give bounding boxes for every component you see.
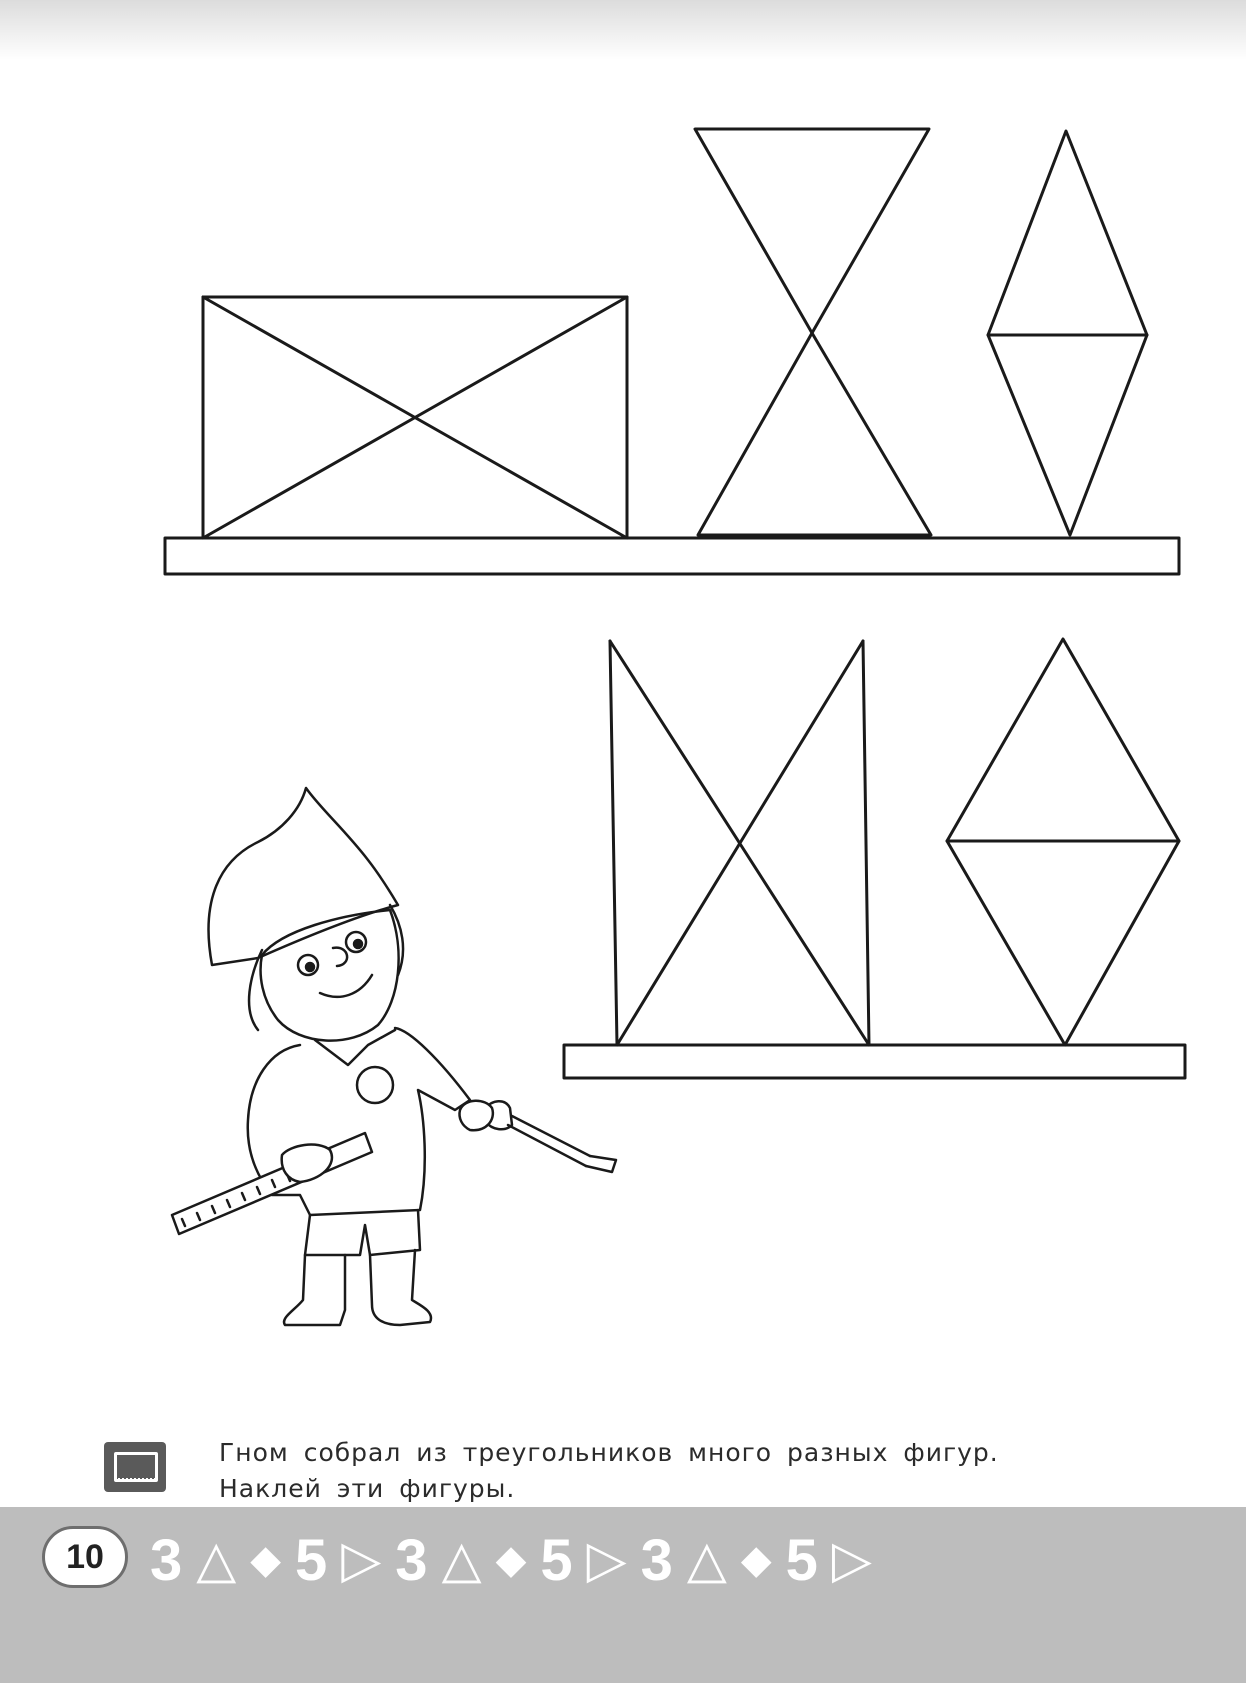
instruction-line-2: Наклей эти фигуры.	[219, 1474, 516, 1503]
gnome-face	[261, 910, 399, 1041]
gnome-hand-right	[459, 1101, 492, 1130]
gnome-pants	[305, 1210, 420, 1255]
strip-digit: 5	[295, 1527, 328, 1593]
strip-digit: 3	[640, 1527, 673, 1593]
gnome-hat	[209, 788, 398, 965]
strip-digit: 5	[785, 1527, 818, 1593]
strip-triangle-icon: △	[686, 1531, 727, 1589]
gnome-mouth	[320, 975, 372, 997]
instruction-text	[219, 1435, 1119, 1507]
gnome-button	[357, 1067, 393, 1103]
strip-digit: 5	[540, 1527, 573, 1593]
figure-rhombus-bottom	[947, 639, 1179, 1045]
gnome-illustration	[172, 788, 616, 1325]
figure-hourglass	[695, 129, 931, 535]
gnome-boot-right	[370, 1250, 431, 1325]
strip-digit: 3	[150, 1527, 183, 1593]
strip-triangle-icon: ▷	[586, 1531, 627, 1589]
strip-triangle-icon: △	[441, 1531, 482, 1589]
bottom-shelf	[564, 1045, 1185, 1078]
strip-cube-icon: ◆	[250, 1538, 282, 1582]
strip-digit: 3	[395, 1527, 428, 1593]
gnome-collar	[315, 1030, 395, 1065]
gnome-boot-left	[284, 1255, 345, 1325]
figure-rhombus-top	[988, 131, 1147, 535]
strip-triangle-icon: ▷	[341, 1531, 382, 1589]
top-shelf	[165, 538, 1179, 574]
strip-cube-icon: ◆	[495, 1538, 527, 1582]
screwdriver	[486, 1101, 616, 1172]
gnome-nose	[333, 948, 347, 966]
strip-cube-icon: ◆	[740, 1538, 772, 1582]
page-number: 10	[42, 1526, 128, 1588]
ruler	[172, 1133, 372, 1234]
figure-tall-x	[610, 641, 869, 1045]
sticker-task-icon	[104, 1442, 166, 1492]
footer-symbol-strip	[150, 1525, 1240, 1595]
instruction-line-1: Гном собрал из треугольников много разных фигур.	[219, 1438, 999, 1467]
gnome-hand-left	[282, 1145, 332, 1182]
strip-triangle-icon: ▷	[831, 1531, 872, 1589]
strip-triangle-icon: △	[196, 1531, 237, 1589]
figure-bowtie	[203, 297, 627, 538]
